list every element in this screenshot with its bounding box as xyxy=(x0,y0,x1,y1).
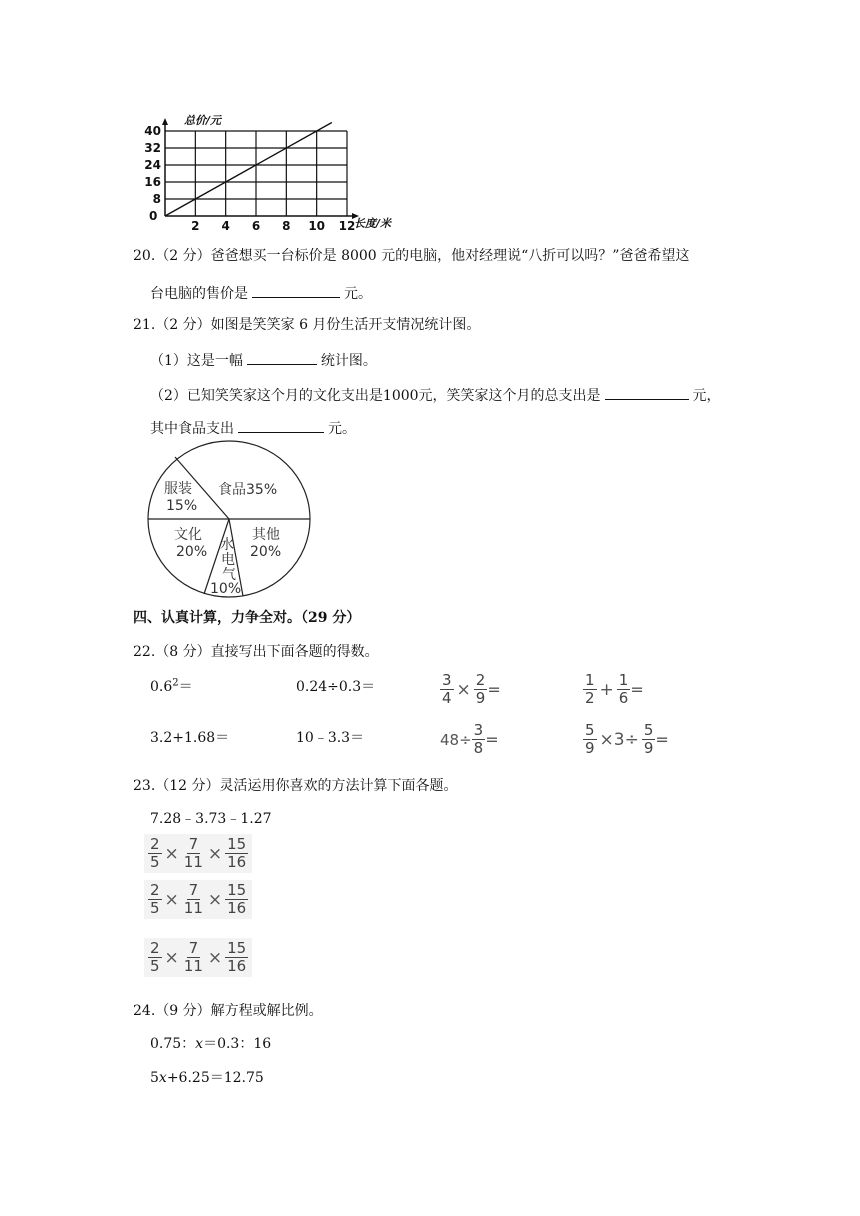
y-axis-arrow-icon xyxy=(162,118,168,125)
pie-label-culture-name: 文化 xyxy=(174,527,202,543)
x-tick-label: 0 xyxy=(149,209,158,223)
q23-expr-3: $\frac{2}{5}$ × $\frac{7}{11}$ × $\frac{15}{16}$ xyxy=(144,880,252,919)
x-tick-label: 2 xyxy=(191,219,200,232)
x-tick-label: 10 xyxy=(308,219,326,232)
pie-label-utilities-1: 水 xyxy=(220,537,234,553)
q21-part1-pre: （1）这是一幅 xyxy=(150,353,243,369)
q20-line2-pre: 台电脑的售价是 xyxy=(150,286,248,302)
q21-part1 xyxy=(150,349,377,371)
q20-answer-blank[interactable] xyxy=(252,282,340,298)
q21-part3-pre: 其中食品支出 xyxy=(150,421,234,437)
pie-label-utilities-pct: 10% xyxy=(210,581,242,597)
expense-pie-chart xyxy=(144,438,318,602)
fraction: $\frac{2}{9}$ xyxy=(475,671,486,707)
q22-item-5: 3.2+1.68＝ xyxy=(150,730,230,746)
fraction: $\frac{3}{4}$ xyxy=(442,671,452,707)
q24-eq-2: 5x+6.25＝12.75 xyxy=(150,1070,264,1086)
q24-intro: 24.（9 分）解方程或解比例。 xyxy=(133,1003,323,1019)
q23-expr-4: $\frac{2}{5}$ × $\frac{7}{11}$ × $\frac{15}{16}$ xyxy=(144,938,252,977)
q24-eq-1: 0.75：x＝0.3：16 xyxy=(150,1036,272,1052)
y-axis-title: 总价/元 xyxy=(184,114,222,127)
x-tick-label: 6 xyxy=(251,219,261,232)
q21-part3 xyxy=(150,417,356,439)
equals: = xyxy=(630,680,644,699)
q21-part2 xyxy=(150,384,721,406)
q20-line1: 20.（2 分）爸爸想买一台标价是 8000 元的电脑，他对经理说“八折可以吗？”爸爸希望这 xyxy=(133,248,690,264)
q22-item-6: 10﹣3.3＝ xyxy=(296,730,365,746)
q21-part2-post: 元， xyxy=(692,388,721,404)
fraction: $\frac{3}{8}$ xyxy=(473,721,484,757)
price-length-line-chart xyxy=(140,108,430,232)
pie-label-utilities-2: 电 xyxy=(221,552,235,568)
series-line xyxy=(165,123,332,217)
q23-expr-1: 7.28﹣3.73﹣1.27 xyxy=(150,811,272,827)
pie-label-clothing-name: 服装 xyxy=(164,481,192,497)
operator: × xyxy=(456,679,471,700)
operator: + xyxy=(599,679,614,700)
q20-line2-post: 元。 xyxy=(344,286,372,302)
equals: = xyxy=(485,730,499,749)
q22-item-7 xyxy=(440,722,499,757)
q22-item-8 xyxy=(583,722,669,757)
pie-label-food: 食品35% xyxy=(218,482,278,498)
x-tick-label: 12 xyxy=(338,219,356,232)
q23-expr-2: $\frac{2}{5}$ × $\frac{7}{11}$ × $\frac{15}{16}$ xyxy=(144,834,252,873)
pie-label-other-name: 其他 xyxy=(252,527,280,543)
pie-label-utilities-3: 气 xyxy=(222,567,236,583)
q21-part1-blank[interactable] xyxy=(247,349,317,365)
fraction: $\frac{5}{9}$ xyxy=(585,721,595,757)
q21-part3-blank[interactable] xyxy=(238,417,324,433)
dividend: 48÷ xyxy=(440,730,472,749)
operator: ×3÷ xyxy=(599,729,639,750)
q21-part2-pre: （2）已知笑笑家这个月的文化支出是1000元，笑笑家这个月的总支出是 xyxy=(150,388,601,404)
y-tick-label: 16 xyxy=(144,175,161,189)
q23-intro: 23.（12 分）灵活运用你喜欢的方法计算下面各题。 xyxy=(133,778,458,794)
fraction: $\frac{5}{9}$ xyxy=(643,721,654,757)
fraction: $\frac{1}{6}$ xyxy=(618,671,629,707)
q22-item-1-exponent: 2 xyxy=(172,677,179,689)
q22-intro: 22.（8 分）直接写出下面各题的得数。 xyxy=(133,644,379,660)
y-tick-label: 8 xyxy=(152,192,161,206)
q21-part2-blank[interactable] xyxy=(605,384,689,400)
y-tick-label: 32 xyxy=(144,141,161,155)
fraction: $\frac{1}{2}$ xyxy=(585,671,595,707)
y-tick-label: 24 xyxy=(144,158,161,172)
q20-line2 xyxy=(150,282,372,304)
y-tick-label: 40 xyxy=(144,124,161,138)
equals: = xyxy=(487,680,501,699)
x-axis-title: 长度/米 xyxy=(354,217,392,230)
q21-intro: 21.（2 分）如图是笑笑家 6 月份生活开支情况统计图。 xyxy=(133,317,481,333)
equals: = xyxy=(655,730,669,749)
q22-item-2: 0.24÷0.3＝ xyxy=(296,679,376,695)
pie-label-culture-pct: 20% xyxy=(176,544,208,560)
q22-item-4 xyxy=(583,672,644,707)
x-tick-label: 8 xyxy=(282,219,291,232)
q22-item-3 xyxy=(440,672,501,707)
q22-item-1 xyxy=(150,677,193,697)
pie-label-clothing-pct: 15% xyxy=(166,498,198,514)
q22-item-1-base: 0.6 xyxy=(150,679,173,695)
section-4-heading: 四、认真计算，力争全对。（29 分） xyxy=(133,610,361,626)
pie-label-other-pct: 20% xyxy=(250,544,282,560)
q21-part1-post: 统计图。 xyxy=(320,353,377,369)
q21-part3-post: 元。 xyxy=(328,421,356,437)
x-tick-label: 4 xyxy=(221,219,230,232)
q22-item-1-eq: ＝ xyxy=(178,679,193,695)
